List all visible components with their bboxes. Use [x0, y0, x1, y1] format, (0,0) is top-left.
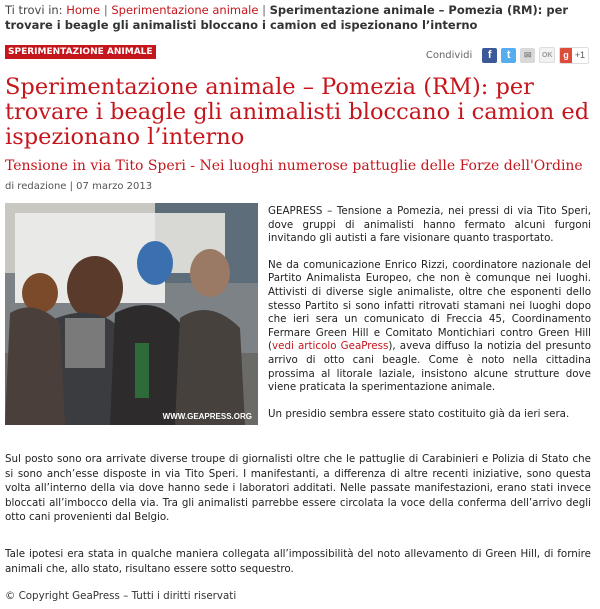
article-subtitle: Tensione in via Tito Speri - Nei luoghi numerose pattuglie delle Forze dell'Ordine [5, 158, 583, 174]
photo-watermark: WWW.GEAPRESS.ORG [162, 412, 252, 421]
article-paragraph: GEAPRESS – Tensione a Pomezia, nei pressi di via Tito Speri, dove gruppi di animalisti hanno fermato alcuni furgoni invitando gli autisti a fare visionare quanto trasportato. [268, 205, 591, 245]
article-photo [5, 203, 258, 425]
google-plus-button[interactable] [559, 47, 589, 64]
article-byline: di redazione | 07 marzo 2013 [5, 181, 153, 192]
breadcrumb-separator: | [262, 3, 266, 17]
google-plus-icon: g [560, 48, 572, 63]
paragraph-text: Ne da comunicazione Enrico Rizzi, coordinatore nazionale del Partito Animalista Europeo, che non è comunque nei luoghi. Attivisti di diverse sigle animaliste, oltre che esponenti dello stesso Partito si sono infatti ritrovati stamani nei luoghi dopo che ieri sera un comunicato di Freccia 45, Coordinamento Fermare Green Hill e Comitato Montichiari contro Green Hill ( [268, 258, 591, 353]
article-column-right [268, 205, 591, 434]
related-article-link[interactable]: vedi articolo GeaPress [272, 340, 389, 353]
article-paragraph: Tale ipotesi era stata in qualche maniera collegata all’impossibilità del noto allevamento di Green Hill, di fornire animali che, allo stato, risultano essere sotto sequestro. [5, 548, 591, 575]
facebook-icon[interactable]: f [482, 48, 497, 63]
section-tag-link[interactable]: SPERIMENTAZIONE ANIMALE [5, 45, 156, 59]
breadcrumb [5, 3, 590, 33]
breadcrumb-separator: | [103, 3, 108, 17]
breadcrumb-current: Sperimentazione animale – Pomezia (RM): per trovare i beagle gli animalisti bloccano i camion ed ispezionano l’interno [5, 3, 569, 32]
twitter-icon[interactable]: t [501, 48, 516, 63]
breadcrumb-section-link[interactable]: Sperimentazione animale [111, 3, 259, 17]
ok-notizie-icon[interactable]: OK [539, 47, 555, 63]
email-icon[interactable]: ✉ [520, 48, 535, 63]
article-paragraph: Un presidio sembra essere stato costituito già da ieri sera. [268, 407, 570, 420]
share-label: Condividi [425, 49, 473, 61]
article-paragraph [268, 259, 591, 395]
share-bar [426, 44, 589, 66]
paragraph-text: ), aveva diffuso la notizia del presunto arrivo di otto cani beagle. Come è noto nella cittadina prossima al litorale laziale, insistono alcune strutture dove viene praticata la sperimentazione animale. [268, 340, 591, 394]
copyright-notice: © Copyright GeaPress – Tutti i diritti riservati [5, 590, 237, 602]
breadcrumb-prefix: Ti trovi in: [5, 3, 63, 17]
google-plus-label: +1 [574, 50, 585, 60]
article-paragraph: Sul posto sono ora arrivate diverse troupe di giornalisti oltre che le pattuglie di Carabinieri e Polizia di Stato che si sono anch’esse disposte in via Tito Speri. I manifestanti, a differenza di altre recenti iniziative, sono questa volta all’interno della via dove hanno sede i laboratori additati. Nelle passate manifestazioni, erano stati invece bloccati all’imbocco della via. Tra gli animalisti parrebbe essere circolata la voce della conferma dell’arrivo degli otto cani provenienti dal Belgio. [5, 453, 591, 523]
article-title: Sperimentazione animale – Pomezia (RM): per trovare i beagle gli animalisti bloccano i camion ed ispezionano l’interno [5, 74, 590, 150]
breadcrumb-home-link[interactable]: Home [66, 3, 101, 17]
